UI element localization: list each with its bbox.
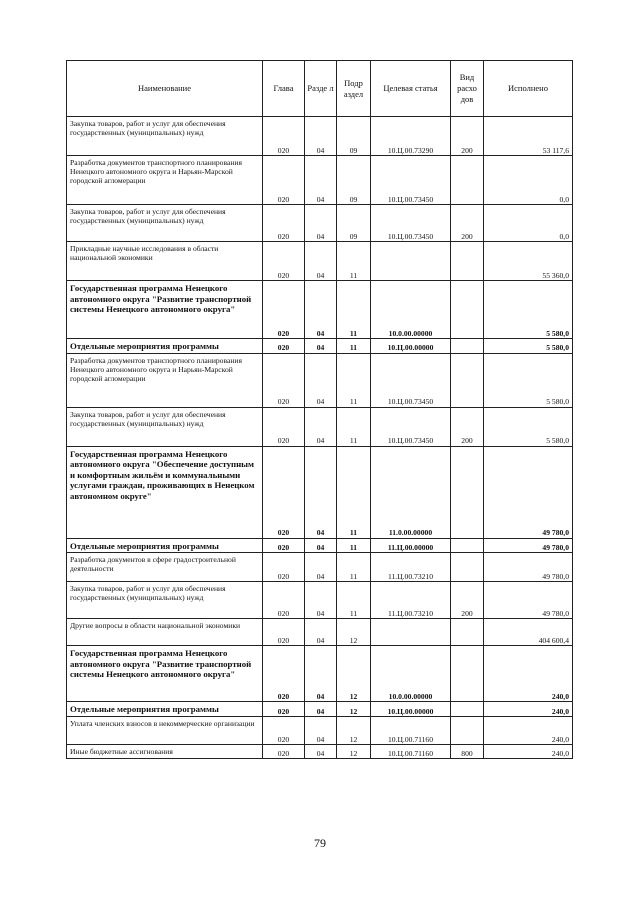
cell-subsection: 09	[337, 205, 371, 242]
cell-section: 04	[305, 117, 337, 156]
cell-name: Прикладные научные исследования в области национальной экономики	[67, 242, 263, 281]
budget-table	[66, 60, 573, 759]
cell-name: Отдельные мероприятия программы	[67, 702, 263, 717]
cell-name: Закупка товаров, работ и услуг для обеспечения государственных (муниципальных) нужд	[67, 117, 263, 156]
cell-executed: 240,0	[484, 702, 573, 717]
cell-expense-type	[451, 353, 484, 407]
table-row	[67, 281, 573, 339]
cell-section: 04	[305, 702, 337, 717]
cell-name: Иные бюджетные ассигнования	[67, 744, 263, 758]
cell-subsection: 12	[337, 702, 371, 717]
cell-executed: 5 580,0	[484, 281, 573, 339]
table-row	[67, 242, 573, 281]
cell-target: 10.Ц.00.73290	[371, 117, 451, 156]
cell-section: 04	[305, 407, 337, 446]
table-row	[67, 716, 573, 744]
header-name: Наименование	[67, 61, 263, 117]
cell-expense-type	[451, 242, 484, 281]
table-row	[67, 538, 573, 553]
page-number: 79	[314, 836, 326, 850]
cell-target: 11.0.00.00000	[371, 446, 451, 538]
cell-name: Уплата членских взносов в некоммерческие организации	[67, 716, 263, 744]
cell-expense-type	[451, 281, 484, 339]
cell-name: Другие вопросы в области национальной экономики	[67, 619, 263, 646]
cell-executed: 49 780,0	[484, 538, 573, 553]
cell-expense-type: 200	[451, 205, 484, 242]
cell-executed: 240,0	[484, 716, 573, 744]
cell-subsection: 11	[337, 281, 371, 339]
cell-chapter: 020	[263, 702, 305, 717]
cell-target	[371, 242, 451, 281]
cell-name: Разработка документов транспортного планирования Ненецкого автономного округа и Нарьян-Марской городской агломерации	[67, 353, 263, 407]
cell-expense-type	[451, 716, 484, 744]
header-expense-type: Вид расхо дов	[451, 61, 484, 117]
cell-section: 04	[305, 744, 337, 758]
table-row	[67, 156, 573, 205]
cell-section: 04	[305, 446, 337, 538]
cell-expense-type	[451, 446, 484, 538]
header-executed: Исполнено	[484, 61, 573, 117]
cell-name: Разработка документов в сфере градостроительной деятельности	[67, 553, 263, 582]
cell-chapter: 020	[263, 538, 305, 553]
cell-target: 10.0.00.00000	[371, 646, 451, 702]
cell-name: Государственная программа Ненецкого автономного округа "Развитие транспортной системы Ненецкого автономного округа"	[67, 281, 263, 339]
cell-chapter: 020	[263, 619, 305, 646]
cell-executed: 0,0	[484, 205, 573, 242]
cell-subsection: 12	[337, 646, 371, 702]
cell-subsection: 09	[337, 117, 371, 156]
cell-section: 04	[305, 281, 337, 339]
cell-subsection: 11	[337, 353, 371, 407]
table-row	[67, 619, 573, 646]
cell-subsection: 12	[337, 744, 371, 758]
cell-section: 04	[305, 156, 337, 205]
cell-executed: 240,0	[484, 744, 573, 758]
cell-expense-type: 200	[451, 407, 484, 446]
cell-subsection: 09	[337, 156, 371, 205]
cell-executed: 240,0	[484, 646, 573, 702]
cell-expense-type	[451, 619, 484, 646]
table-row	[67, 553, 573, 582]
cell-expense-type	[451, 156, 484, 205]
cell-chapter: 020	[263, 117, 305, 156]
cell-subsection: 11	[337, 538, 371, 553]
cell-executed: 55 360,0	[484, 242, 573, 281]
cell-name: Государственная программа Ненецкого автономного округа "Обеспечение доступным и комфортным жильём и коммунальными услугами граждан, проживающих в Ненецком автономном округе"	[67, 446, 263, 538]
cell-name: Разработка документов транспортного планирования Ненецкого автономного округа и Нарьян-Марской городской агломерации	[67, 156, 263, 205]
table-row	[67, 446, 573, 538]
cell-expense-type	[451, 702, 484, 717]
cell-expense-type	[451, 646, 484, 702]
cell-name: Государственная программа Ненецкого автономного округа "Развитие транспортной системы Ненецкого автономного округа"	[67, 646, 263, 702]
cell-target: 10.Ц.00.71160	[371, 744, 451, 758]
cell-section: 04	[305, 619, 337, 646]
cell-executed: 49 780,0	[484, 582, 573, 619]
cell-target: 11.Ц.00.73210	[371, 553, 451, 582]
cell-chapter: 020	[263, 156, 305, 205]
cell-subsection: 11	[337, 582, 371, 619]
cell-subsection: 11	[337, 339, 371, 354]
cell-target: 10.Ц.00.73450	[371, 353, 451, 407]
cell-target	[371, 619, 451, 646]
cell-expense-type	[451, 339, 484, 354]
cell-chapter: 020	[263, 744, 305, 758]
table-row	[67, 582, 573, 619]
cell-executed: 49 780,0	[484, 446, 573, 538]
table-header-row	[67, 61, 573, 117]
cell-target: 11.Ц.00.73210	[371, 582, 451, 619]
cell-chapter: 020	[263, 646, 305, 702]
cell-section: 04	[305, 353, 337, 407]
cell-subsection: 11	[337, 407, 371, 446]
cell-chapter: 020	[263, 242, 305, 281]
table-row	[67, 353, 573, 407]
cell-expense-type: 200	[451, 582, 484, 619]
table-row	[67, 339, 573, 354]
cell-name: Отдельные мероприятия программы	[67, 538, 263, 553]
cell-chapter: 020	[263, 205, 305, 242]
cell-name: Отдельные мероприятия программы	[67, 339, 263, 354]
cell-expense-type	[451, 553, 484, 582]
cell-target: 10.Ц.00.73450	[371, 205, 451, 242]
cell-target: 10.0.00.00000	[371, 281, 451, 339]
cell-section: 04	[305, 582, 337, 619]
cell-section: 04	[305, 339, 337, 354]
cell-chapter: 020	[263, 582, 305, 619]
table-row	[67, 646, 573, 702]
cell-name: Закупка товаров, работ и услуг для обеспечения государственных (муниципальных) нужд	[67, 582, 263, 619]
cell-subsection: 11	[337, 242, 371, 281]
header-subsection: Подр аздел	[337, 61, 371, 117]
cell-executed: 5 580,0	[484, 353, 573, 407]
cell-subsection: 12	[337, 716, 371, 744]
cell-chapter: 020	[263, 281, 305, 339]
cell-chapter: 020	[263, 353, 305, 407]
cell-name: Закупка товаров, работ и услуг для обеспечения государственных (муниципальных) нужд	[67, 407, 263, 446]
cell-chapter: 020	[263, 553, 305, 582]
table-row	[67, 117, 573, 156]
cell-subsection: 12	[337, 619, 371, 646]
cell-section: 04	[305, 242, 337, 281]
cell-subsection: 11	[337, 446, 371, 538]
cell-expense-type: 800	[451, 744, 484, 758]
cell-target: 10.Ц.00.73450	[371, 407, 451, 446]
cell-target: 11.Ц.00.00000	[371, 538, 451, 553]
cell-expense-type: 200	[451, 117, 484, 156]
cell-executed: 49 780,0	[484, 553, 573, 582]
cell-executed: 404 600,4	[484, 619, 573, 646]
cell-section: 04	[305, 538, 337, 553]
cell-executed: 5 580,0	[484, 407, 573, 446]
cell-name: Закупка товаров, работ и услуг для обеспечения государственных (муниципальных) нужд	[67, 205, 263, 242]
cell-executed: 53 117,6	[484, 117, 573, 156]
table-row	[67, 702, 573, 717]
table-row	[67, 407, 573, 446]
cell-chapter: 020	[263, 407, 305, 446]
cell-executed: 5 580,0	[484, 339, 573, 354]
cell-expense-type	[451, 538, 484, 553]
cell-target: 10.Ц.00.00000	[371, 702, 451, 717]
cell-section: 04	[305, 716, 337, 744]
table-body	[67, 117, 573, 759]
header-section: Разде л	[305, 61, 337, 117]
cell-chapter: 020	[263, 716, 305, 744]
cell-subsection: 11	[337, 553, 371, 582]
cell-section: 04	[305, 205, 337, 242]
table-row	[67, 744, 573, 758]
cell-target: 10.Ц.00.71160	[371, 716, 451, 744]
cell-section: 04	[305, 553, 337, 582]
cell-chapter: 020	[263, 339, 305, 354]
cell-executed: 0,0	[484, 156, 573, 205]
cell-target: 10.Ц.00.73450	[371, 156, 451, 205]
cell-chapter: 020	[263, 446, 305, 538]
header-target: Целевая статья	[371, 61, 451, 117]
table-row	[67, 205, 573, 242]
header-chapter: Глава	[263, 61, 305, 117]
cell-target: 10.Ц.00.00000	[371, 339, 451, 354]
cell-section: 04	[305, 646, 337, 702]
